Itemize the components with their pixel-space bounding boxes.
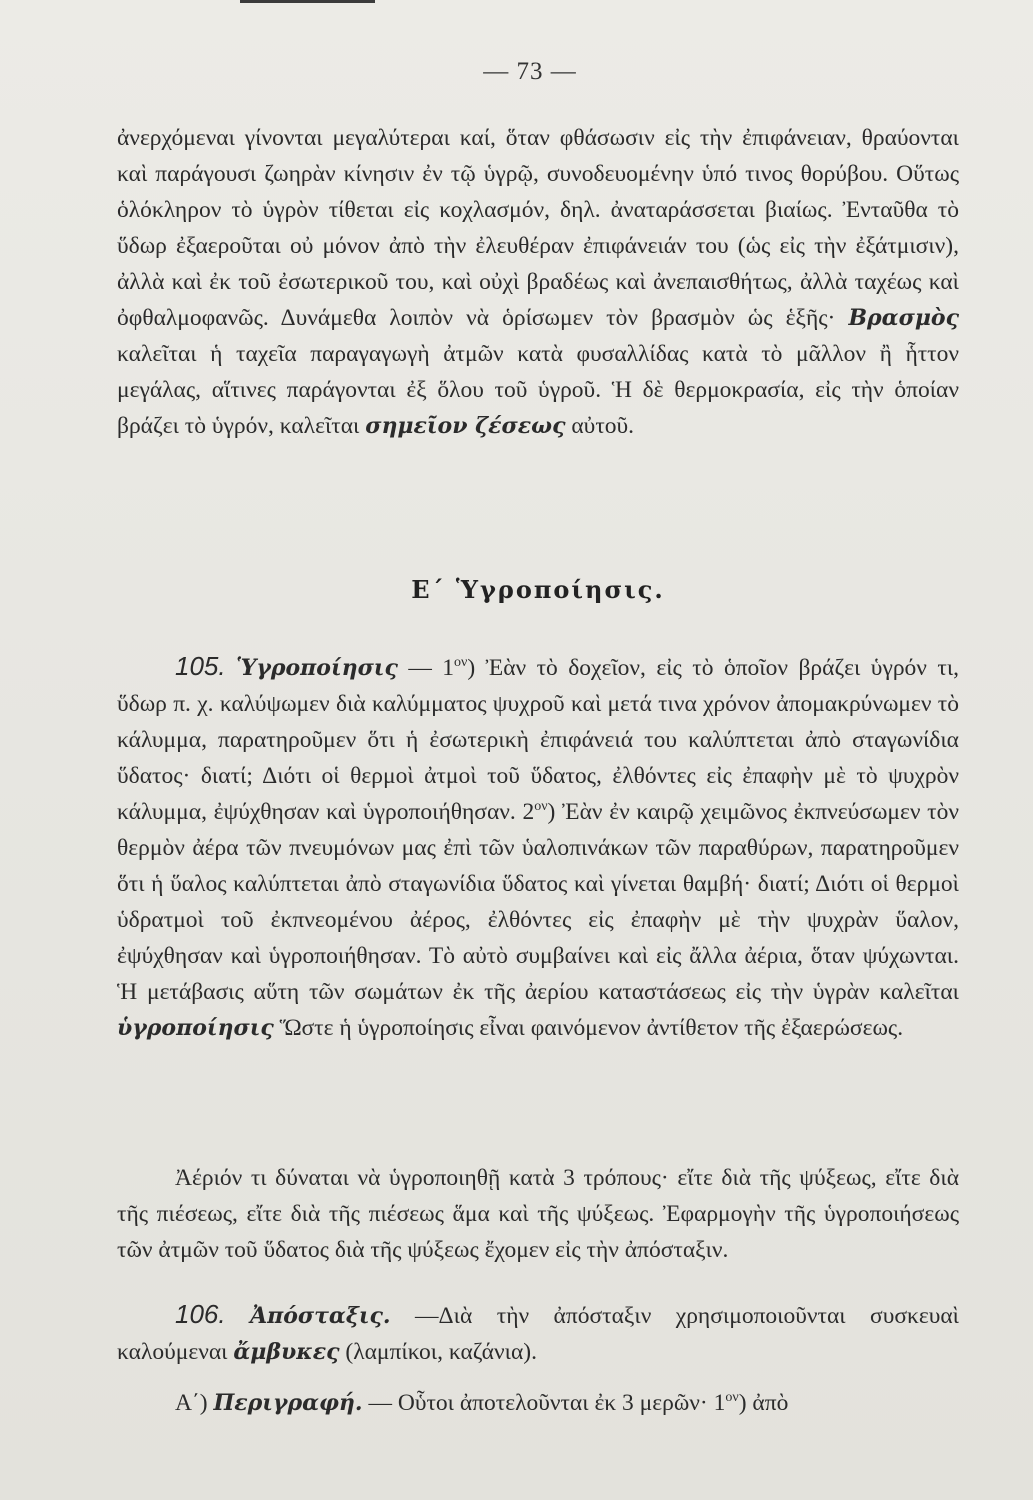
paragraph-text: —Διὰ τὴν ἀπόσταξιν χρησιμοποιοῦνται συσκευαὶ καλούμεναι xyxy=(117,1303,959,1365)
section-number: 106. xyxy=(175,1299,226,1329)
subsection-label: Α΄) xyxy=(175,1390,208,1416)
section-number: 105. xyxy=(175,651,226,681)
paragraph-liquefaction xyxy=(117,648,959,1046)
paragraph-boiling xyxy=(117,120,959,444)
section-title: Ὑγροποίησις xyxy=(236,655,398,681)
page-number: — 73 — xyxy=(483,58,577,85)
ordinal-suffix: ον xyxy=(454,655,468,671)
paragraph-text: (λαμπίκοι, καζάνια). xyxy=(345,1339,537,1365)
paragraph-text: Ὥστε ἡ ὑγροποίησις εἶναι φαινόμενον ἀντίθετον τῆς ἐξαερώσεως. xyxy=(279,1015,904,1041)
term-alembics: ἄμβυκες xyxy=(233,1339,340,1365)
paragraph-text: καλεῖται ἡ ταχεῖα παραγαγωγὴ ἀτμῶν κατὰ φυσαλλίδας κατὰ τὸ μᾶλλον ἢ ἧττον μεγάλας, αἵτινες παράγονται ἐξ ὅλου τοῦ ὑγροῦ. Ἡ δὲ θερμοκρασία, εἰς τὴν ὁποίαν βράζει τὸ ὑγρόν, καλεῖται xyxy=(117,341,959,439)
section-heading: Ε΄ Ὑγροποίησις. xyxy=(411,575,665,604)
paragraph-distillation xyxy=(117,1296,959,1370)
term-boiling: Βρασμὸς xyxy=(848,305,959,331)
term-liquefaction: ὑγροποίησις xyxy=(117,1015,274,1041)
paragraph-text: ἀνερχόμεναι γίνονται μεγαλύτεραι καί, ὅταν φθάσωσιν εἰς τὴν ἐπιφάνειαν, θραύονται καὶ παράγουσι ζωηρὰν κίνησιν ἐν τῷ ὑγρῷ, συνοδευομένην ὑπό τινος θορύβου. Οὕτως ὁλόκληρον τὸ ὑγρὸν τίθεται εἰς κοχλασμόν, δηλ. ἀναταράσσεται βιαίως. Ἐνταῦθα τὸ ὕδωρ ἐξαεροῦται οὐ μόνον ἀπὸ τὴν ἐλευθέραν ἐπιφάνειάν του (ὡς εἰς τὴν ἐξάτμισιν), ἀλλὰ καὶ ἐκ τοῦ ἐσωτερικοῦ του, καὶ οὐχὶ βραδέως καὶ ἀνεπαισθήτως, ἀλλὰ ταχέως καὶ ὀφθαλμοφανῶς. Δυνάμεθα λοιπὸν νὰ ὁρίσωμεν τὸν βρασμὸν ὡς ἑξῆς· xyxy=(117,125,959,331)
section-title: Ἀπόσταξις. xyxy=(250,1303,391,1329)
paragraph-methods xyxy=(117,1160,959,1268)
ordinal-suffix: ον xyxy=(534,799,548,815)
paragraph-text: ) Ἐὰν τὸ δοχεῖον, εἰς τὸ ὁποῖον βράζει ὑγρόν τι, ὕδωρ π. χ. καλύψωμεν διὰ καλύμματος ψυχροῦ καὶ μετά τινα χρόνον ἀπομακρύνωμεν τὸ κάλυμμα, παρατηροῦμεν ὅτι ἡ ἐσωτερικὴ ἐπιφάνειά του καλύπτεται ἀπὸ σταγωνίδια ὕδατος· διατί; Διότι οἱ θερμοὶ ἀτμοὶ τοῦ ὕδατος, ἐλθόντες εἰς ἐπαφὴν μὲ τὸ ψυχρὸν κάλυμμα, ἐψύχθησαν καὶ ὑγροποιήθησαν. 2 xyxy=(117,655,960,825)
subsection-title: Περιγραφή. xyxy=(213,1390,363,1416)
paragraph-description xyxy=(117,1385,959,1421)
paragraph-text: αὐτοῦ. xyxy=(571,413,635,439)
paragraph-text: ) Ἐὰν ἐν καιρῷ χειμῶνος ἐκπνεύσωμεν τὸν θερμὸν ἀέρα τῶν πνευμόνων μας ἐπὶ τῶν ὑαλοπινάκων τῶν παραθύρων, παρατηροῦμεν ὅτι ἡ ὕαλος καλύπτεται ἀπὸ σταγωνίδια ὕδατος καὶ γίνεται θαμβή· διατί; Διότι οἱ θερμοὶ ὑδρατμοὶ τοῦ ἐκπνεομένου ἀέρος, ἐλθόντες εἰς ἐπαφὴν μὲ τὴν ψυχρὰν ὕαλον, ἐψύχθησαν καὶ ὑγροποιήθησαν. Τὸ αὐτὸ συμβαίνει καὶ εἰς ἄλλα ἀέρια, ὅταν ψύχωνται. Ἡ μετάβασις αὕτη τῶν σωμάτων ἐκ τῆς ἀερίου καταστάσεως εἰς τὴν ὑγρὰν καλεῖται xyxy=(117,799,959,1005)
term-boiling-point: σημεῖον ζέσεως xyxy=(365,413,566,439)
paragraph-text: Ἀέριόν τι δύναται νὰ ὑγροποιηθῇ κατὰ 3 τρόπους· εἴτε διὰ τῆς ψύξεως, εἴτε διὰ τῆς πιέσεως, εἴτε διὰ τῆς πιέσεως ἅμα καὶ τῆς ψύξεως. Ἐφαρμογὴν τῆς ὑγροποιήσεως τῶν ἀτμῶν τοῦ ὕδατος διὰ τῆς ψύξεως ἔχομεν εἰς τὴν ἀπόσταξιν. xyxy=(117,1165,959,1263)
top-rule xyxy=(240,0,375,3)
ordinal-suffix: ον xyxy=(725,1390,739,1406)
paragraph-text: — Οὗτοι ἀποτελοῦνται ἐκ 3 μερῶν· 1 xyxy=(368,1390,726,1416)
paragraph-text: — 1 xyxy=(408,655,455,681)
paragraph-text: ) ἀπὸ xyxy=(738,1390,789,1416)
